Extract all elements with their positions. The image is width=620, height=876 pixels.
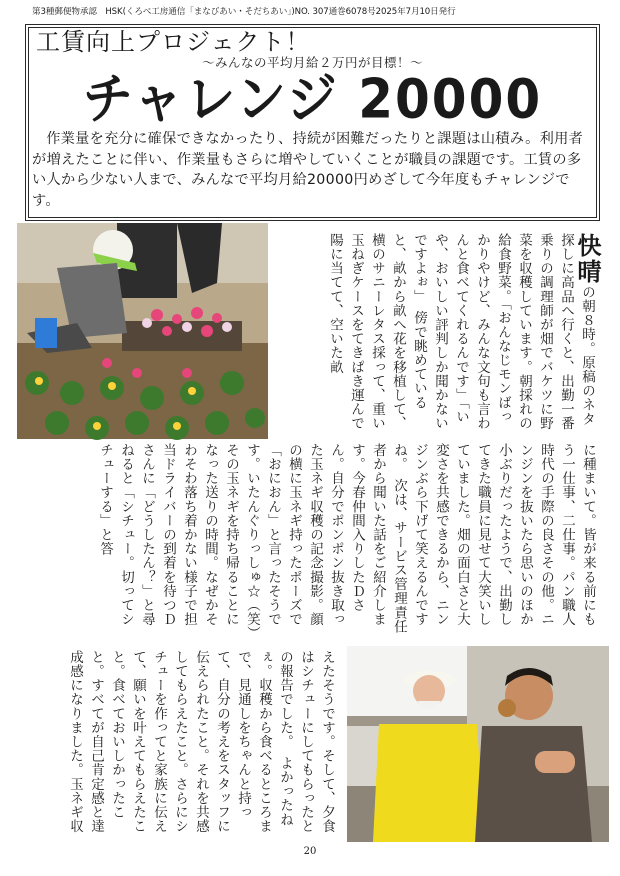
garden-photo bbox=[17, 223, 268, 439]
project-title: 工賃向上プロジェクト！ bbox=[36, 28, 311, 56]
intro-paragraph: 作業量を充分に確保できなかったり、持続が困難だったりと課題は山積み。利用者が増えたことに伴い、作業量もさらに増やしていくことが職員の課題です。工賃の多い人から少ない人まで、みんなで平均月給20000円めざして今年度もチャレンジです。 bbox=[32, 131, 584, 209]
project-subtitle: ～みんなの平均月給２万円が目標！～ bbox=[201, 55, 423, 70]
issue-header: 第3種郵便物承認 HSK(くろべ工房通信「まなびあい・そだちあい」)NO. 307通巻6078号2025年7月10日発行 bbox=[32, 7, 456, 17]
challenge-headline: チャレンジ 20000 bbox=[82, 67, 543, 131]
article-column-c bbox=[24, 650, 337, 846]
article-text-a: の朝８時。原稿のネタ探しに高品へ行くと、出勤一番乗りの調理師が畑でバケツに野菜を収穫しています。朝採れの給食野菜。「おんなじモンばっかりやけど、みんな文句も言わんと食べてくれるんです」「いや、おいしい評判しか聞かないですよぉ」 傍で眺めていると、畝から畝へ花を移植して、横のサニーレタス採って、重い玉ねぎケースをてきぱき運んで陽に当てて、空いた畝 bbox=[327, 233, 595, 431]
page-number: 20 bbox=[303, 846, 317, 857]
article-text-b: に種まいて。皆が来る前にもう一仕事、二仕事。パン職人時代の手際の良さその他。ニンジンを抜いたら思いのほか小ぶりだったようで、出勤してきた職員に見せて大笑いしていました。畑の面白さと大変さを共感できるから、ニンジンぶら下げて笑えるんですね。 次は、サービス管理責任者から聞いた話をご紹介します。今春仲間入りしたＤさん。自分でポンポン抜き取った玉ネギ収穫の記念撮影。顔の横に玉ネギ持ったポーズで「おにおん」と言ったそうです。いたんぐりっしゅ☆（笑） その玉ネギを持ち帰ることになった送りの時間。なぜかそわそわ落ち着かない様子で担当ドライバーの到着を待つＤさんに「どうしたん？」と尋ねると「シチュー。切ってシチューする」と答 bbox=[97, 443, 596, 648]
article-text-c: えたそうです。そして、夕食はシチューにしてもらったとの報告でした。 よかったねぇ。収穫から食べるところまで、見通しをちゃんと持って、自分の考えをスタッフに伝えられたこと。それを共感してもらえたこと。さらにシチューを作ってと家族に伝えて、願いを叶えてもらえたこと。食べておいしかったこと。すべてが自己肯定感と達成感になりました。玉ネギ収 bbox=[67, 650, 335, 834]
article-heading: 快晴 bbox=[573, 233, 601, 285]
project-title-box bbox=[25, 24, 600, 221]
article-column-a bbox=[273, 233, 601, 434]
onion-photo bbox=[347, 646, 609, 842]
article-column-b bbox=[24, 443, 598, 648]
